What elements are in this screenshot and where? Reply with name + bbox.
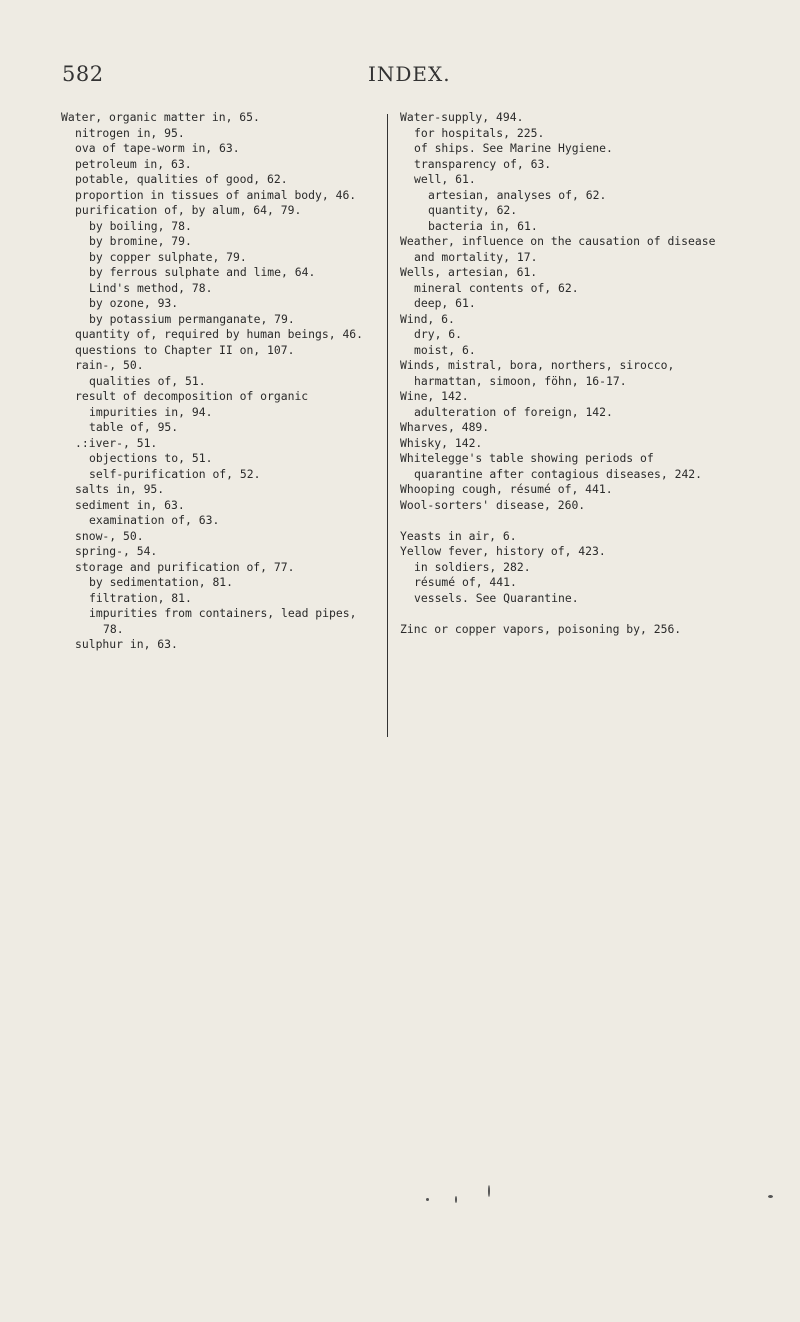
index-subentry: petroleum in, 63. — [75, 156, 192, 171]
index-subentry: questions to Chapter II on, 107. — [75, 342, 295, 357]
index-subentry: nitrogen in, 95. — [75, 125, 185, 140]
index-subentry: of ships. See Marine Hygiene. — [414, 141, 613, 155]
index-subentry: by ferrous sulphate and lime, 64. — [89, 265, 316, 279]
entry-spacer — [400, 513, 726, 529]
index-subentry: by ozone, 93. — [89, 296, 179, 310]
index-subentry: storage and purification of, 77. — [75, 559, 295, 574]
index-subentry: quantity, 62. — [428, 203, 518, 217]
index-entry: Wool-sorters' disease, 260. — [400, 497, 586, 512]
index-subentry: moist, 6. — [414, 342, 476, 357]
index-subentry: quantity of, required by human beings, 46. — [75, 327, 364, 341]
index-subentry: transparency of, 63. — [414, 156, 552, 171]
index-subentry: résumé of, 441. — [414, 575, 517, 589]
index-entry: Water-supply, 494. — [400, 110, 524, 124]
index-subentry: bacteria in, 61. — [428, 218, 538, 233]
index-subentry: mineral contents of, 62. — [414, 280, 579, 295]
index-subentry: by bromine, 79. — [89, 234, 192, 248]
index-subentry: qualities of, 51. — [89, 373, 206, 388]
index-subentry: adulteration of foreign, 142. — [414, 404, 613, 419]
index-subentry: potable, qualities of good, 62. — [75, 172, 288, 186]
index-subentry: rain-, 50. — [75, 358, 144, 372]
index-subentry: impurities from containers, lead pipes, 78. — [89, 606, 357, 636]
index-column-left — [61, 110, 383, 653]
index-subentry: .:iver-, 51. — [75, 435, 158, 450]
index-entry: Whooping cough, résumé of, 441. — [400, 482, 613, 496]
index-entry: Yellow fever, history of, 423. — [400, 544, 606, 558]
index-entry: Weather, influence on the causation of disease and mortality, 17. — [400, 234, 716, 264]
index-subentry: result of decomposition of organic impurities in, 94. — [75, 389, 309, 419]
index-subentry: objections to, 51. — [89, 451, 213, 465]
running-head: INDEX. — [368, 62, 451, 86]
index-subentry: by boiling, 78. — [89, 218, 192, 233]
index-subentry: spring-, 54. — [75, 544, 158, 558]
index-subentry: proportion in tissues of animal body, 46. — [75, 187, 357, 202]
index-subentry: Lind's method, 78. — [89, 280, 213, 295]
index-subentry: by copper sulphate, 79. — [89, 249, 247, 264]
index-column-right — [400, 110, 726, 637]
index-subentry: deep, 61. — [414, 296, 476, 310]
index-subentry: filtration, 81. — [89, 590, 192, 605]
index-subentry: ova of tape-worm in, 63. — [75, 141, 240, 155]
scan-speck — [768, 1195, 773, 1198]
index-subentry: purification of, by alum, 64, 79. — [75, 203, 302, 217]
index-entry: Wharves, 489. — [400, 420, 490, 434]
index-subentry: snow-, 50. — [75, 528, 144, 543]
index-subentry: salts in, 95. — [75, 482, 165, 496]
index-subentry: in soldiers, 282. — [414, 559, 531, 574]
index-entry: Water, organic matter in, 65. — [61, 110, 260, 124]
index-subentry: examination of, 63. — [89, 513, 220, 527]
index-subentry: sulphur in, 63. — [75, 637, 178, 651]
index-subentry: table of, 95. — [89, 420, 179, 434]
scan-speck — [488, 1185, 490, 1197]
index-subentry: artesian, analyses of, 62. — [428, 187, 607, 202]
index-entry: Wells, artesian, 61. — [400, 265, 538, 279]
index-entry: Whisky, 142. — [400, 435, 483, 450]
entry-spacer — [400, 606, 726, 622]
index-subentry: for hospitals, 225. — [414, 125, 545, 140]
scan-speck — [455, 1196, 457, 1203]
index-entry: Winds, mistral, bora, northers, sirocco, harmattan, simoon, föhn, 16-17. — [400, 358, 675, 388]
index-subentry: well, 61. — [414, 172, 476, 186]
index-entry: Wind, 6. — [400, 311, 455, 326]
index-subentry: by sedimentation, 81. — [89, 575, 234, 589]
page-number: 582 — [62, 62, 104, 86]
scan-speck — [426, 1198, 429, 1201]
index-subentry: sediment in, 63. — [75, 497, 185, 512]
index-entry: Yeasts in air, 6. — [400, 528, 517, 543]
index-subentry: by potassium permanganate, 79. — [89, 311, 295, 326]
index-subentry: dry, 6. — [414, 327, 463, 341]
index-entry: Wine, 142. — [400, 389, 469, 403]
page-header — [0, 62, 800, 92]
column-divider — [387, 114, 388, 737]
index-entry: Whitelegge's table showing periods of quarantine after contagious diseases, 242. — [400, 451, 703, 481]
index-subentry: self-purification of, 52. — [89, 466, 261, 481]
index-subentry: vessels. See Quarantine. — [414, 590, 579, 605]
index-entry: Zinc or copper vapors, poisoning by, 256. — [400, 621, 682, 636]
